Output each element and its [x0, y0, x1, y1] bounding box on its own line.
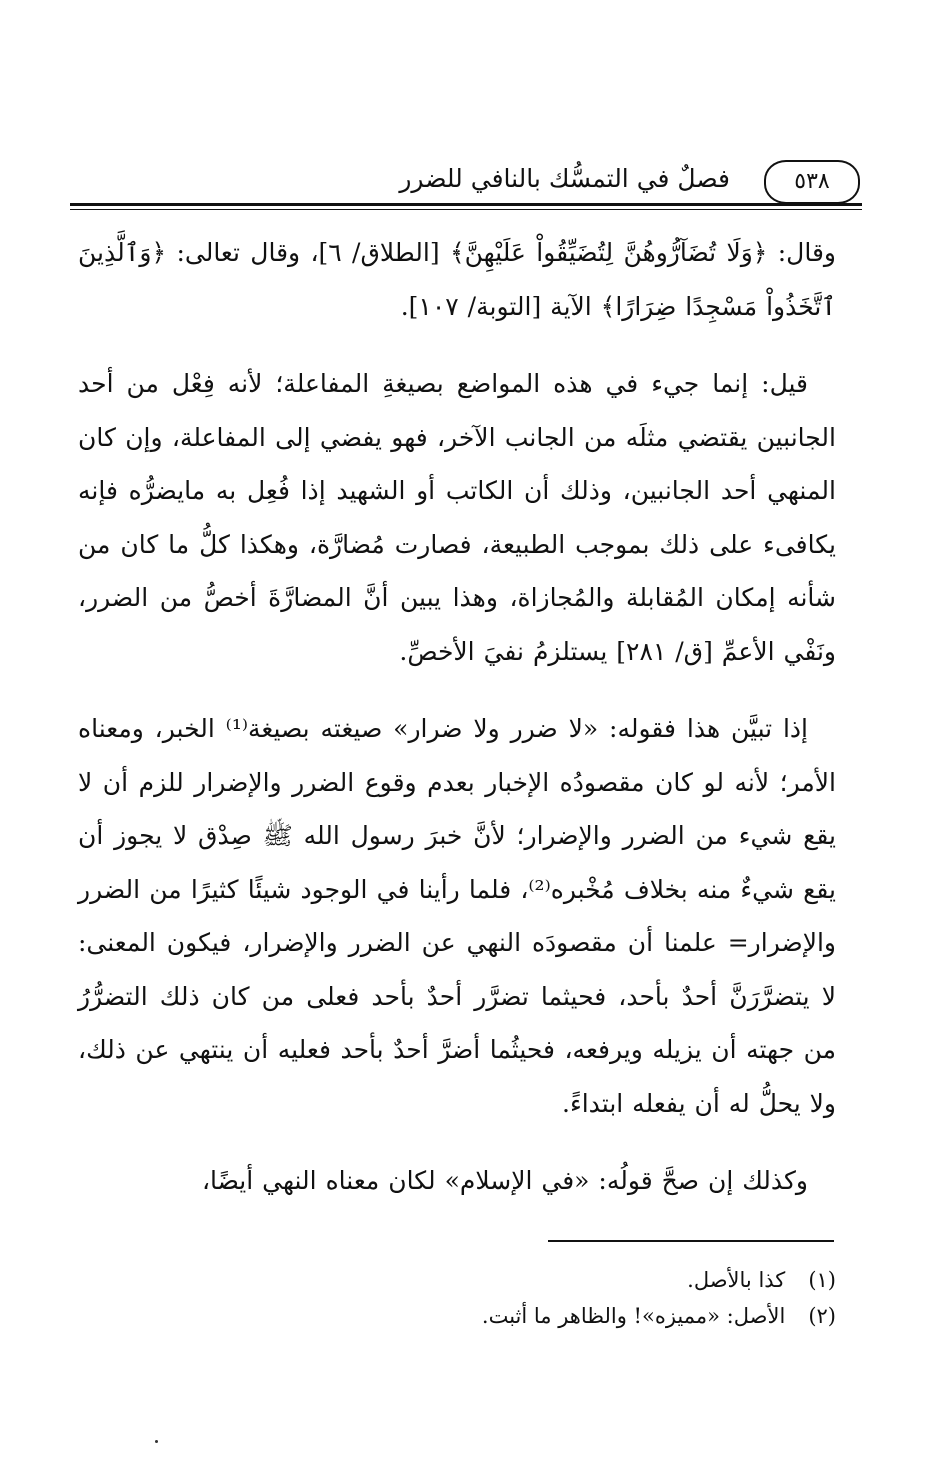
paragraph-fil-islam: وكذلك إن صحَّ قولُه: «في الإسلام» لكان معناه النهي أيضًا،: [201, 1166, 808, 1195]
scan-speck: [155, 1440, 158, 1443]
footnote: [300, 1298, 836, 1334]
chapter-title: فصلٌ في التمسُّك بالنافي للضرر: [399, 164, 730, 193]
paragraph-la-darar: إذا تبيَّن هذا فقوله: «لا ضرر ولا ضرار» صيغته بصيغة⁽¹⁾ الخبر، ومعناه الأمر؛ لأنه لو كان مقصودُه الإخبار بعدم وقوع الضرر والإضرار للزم أن لا يقع شيء من الضرر والإضرار؛ لأنَّ خبرَ رسول الله ﷺ صِدْق لا يجوز أن يقع شيءٌ منه بخلاف مُخْبره⁽²⁾، فلما رأينا في الوجود شيئًا كثيرًا من الضرر والإضرار= علمنا أن مقصودَه النهي عن الضرر والإضرار، فيكون المعنى: لا يتضرَّرَنَّ أحدٌ بأحد، فحيثما تضرَّر أحدٌ بأحد فعلى من كان ذلك التضرُّرُ من جهته أن يزيله ويرفعه، فحيثُما أضرَّ أحدٌ بأحد فعليه أن ينتهي عن ذلك، ولا يحلُّ له أن يفعله ابتداءً.: [78, 714, 837, 1118]
footnote-separator: [548, 1240, 834, 1242]
body-text: [78, 226, 836, 1208]
footnote-text: الأصل: «مميزه»! والظاهر ما أثبت.: [481, 1304, 786, 1328]
paragraph-mufaala: قيل: إنما جيء في هذه المواضع بصيغةِ المفاعلة؛ لأنه فِعْل من أحد الجانبين يقتضي مثلَه من الجانب الآخر، فهو يفضي إلى المفاعلة، وإن كان المنهي أحد الجانبين، وذلك أن الكاتب أو الشهيد إذا فُعِل به مايضرُّه فإنه يكافىء على ذلك بموجب الطبيعة، فصارت مُضارَّة، وهكذا كلُّ ما كان من شأنه إمكان المُقابلة والمُجازاة، وهذا يبين أنَّ المضارَّةَ أخصُّ من الضرر، ونَفْي الأعمِّ [ق/ ٢٨١] يستلزمُ نفيَ الأخصِّ.: [78, 369, 836, 666]
footnote: [300, 1262, 836, 1298]
page-number: ٥٣٨: [764, 160, 860, 204]
footnote-number: (١): [808, 1268, 836, 1292]
header-rule: [70, 203, 862, 206]
page-header: [70, 158, 860, 206]
footnote-text: كذا بالأصل.: [687, 1268, 786, 1292]
header-rule-thin: [70, 209, 862, 210]
paragraph-quran-citations: وقال: ﴿وَلَا تُضَآرُّوهُنَّ لِتُضَيِّقُواْ عَلَيْهِنَّ﴾ [الطلاق/ ٦]، وقال تعالى: ﴿وَٱلَّذِينَ ٱتَّخَذُواْ مَسْجِدًا ضِرَارًا﴾ الآية [التوبة/ ١٠٧].: [78, 238, 836, 321]
footnotes: [300, 1262, 836, 1334]
footnote-number: (٢): [808, 1304, 836, 1328]
